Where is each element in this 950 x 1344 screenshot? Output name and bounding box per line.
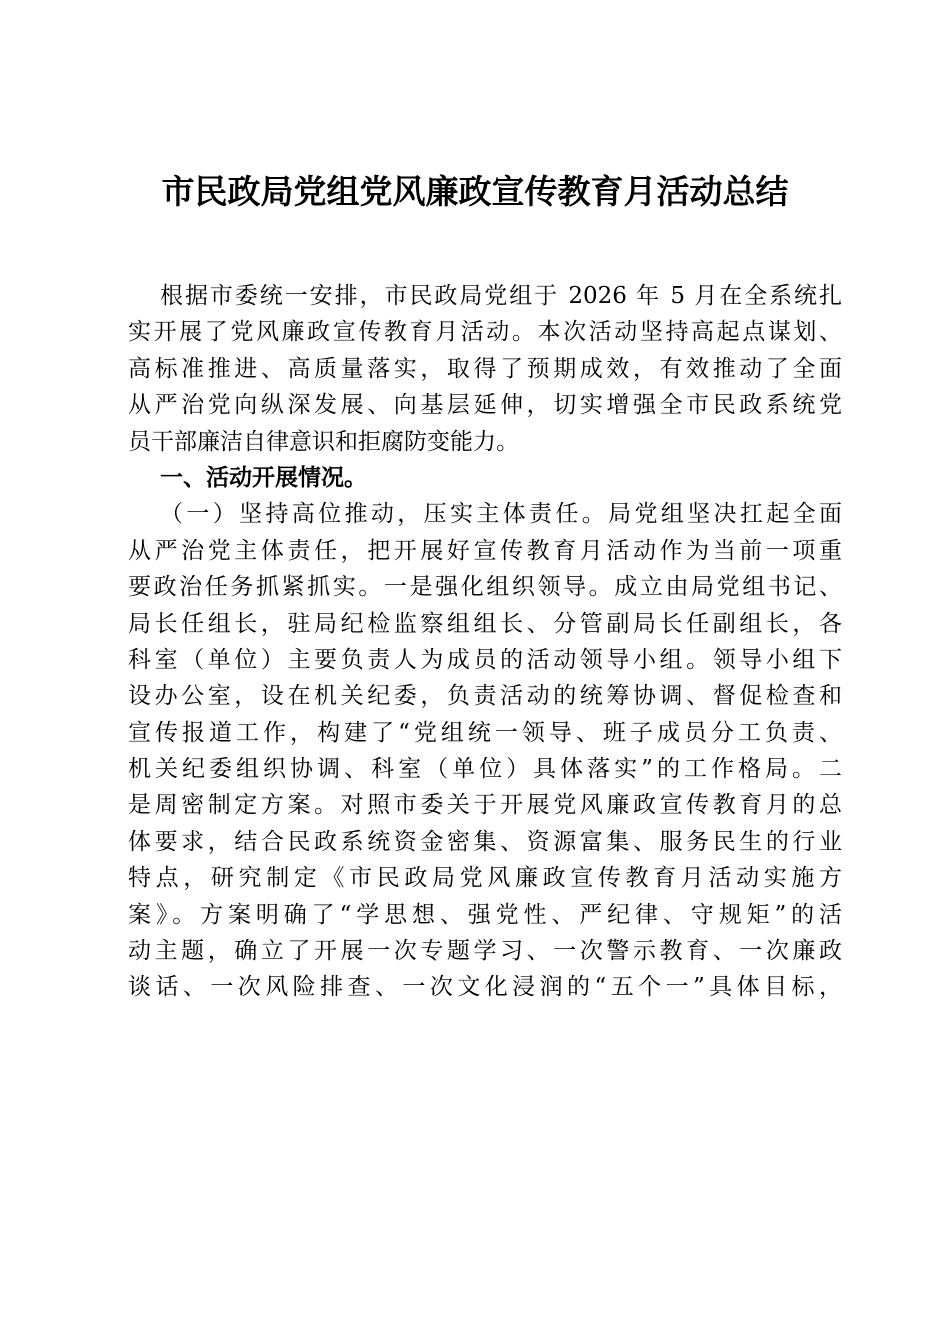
paragraph-line: 要政治任务抓紧抓实。一是强化组织领导。成立由局党组书记、: [128, 574, 842, 601]
paragraph-line: 从严治党向纵深发展、向基层延伸，切实增强全市民政系统党: [128, 392, 842, 419]
document-title: 市民政局党组党风廉政宣传教育月活动总结: [161, 172, 789, 211]
paragraph-line: （一）坚持高位推动，压实主体责任。局党组坚决扛起全面: [160, 501, 842, 528]
paragraph-line: 特点，研究制定《市民政局党风廉政宣传教育月活动实施方: [128, 865, 842, 892]
paragraph-line: 机关纪委组织协调、科室（单位）具体落实”的工作格局。二: [128, 756, 842, 783]
paragraph-line: 动主题，确立了开展一次专题学习、一次警示教育、一次廉政: [128, 938, 842, 965]
paragraph-line: 宣传报道工作，构建了“党组统一领导、班子成员分工负责、: [128, 719, 842, 746]
paragraph-line: 科室（单位）主要负责人为成员的活动领导小组。领导小组下: [128, 646, 842, 673]
paragraph-line: 是周密制定方案。对照市委关于开展党风廉政宣传教育月的总: [128, 792, 842, 819]
paragraph-line: 案》。方案明确了“学思想、强党性、严纪律、守规矩”的活: [128, 901, 842, 928]
paragraph-line: 从严治党主体责任，把开展好宣传教育月活动作为当前一项重: [128, 537, 842, 564]
paragraph-line: 根据市委统一安排，市民政局党组于 2026 年 5 月在全系统扎: [160, 283, 842, 309]
paragraph-line: 高标准推进、高质量落实，取得了预期成效，有效推动了全面: [128, 355, 842, 382]
document-body: [128, 278, 842, 1006]
paragraph-line: 员干部廉洁自律意识和拒腐防变能力。: [128, 428, 519, 455]
paragraph-line: 局长任组长，驻局纪检监察组组长、分管副局长任副组长，各: [128, 610, 842, 637]
paragraph-line: 设办公室，设在机关纪委，负责活动的统筹协调、督促检查和: [128, 683, 842, 710]
paragraph-line: 实开展了党风廉政宣传教育月活动。本次活动坚持高起点谋划、: [128, 319, 842, 346]
paragraph-line: 体要求，结合民政系统资金密集、资源富集、服务民生的行业: [128, 828, 842, 855]
paragraph-line: 谈话、一次风险排查、一次文化浸润的“五个一”具体目标，: [128, 974, 842, 1001]
section-heading: 一、活动开展情况。: [160, 464, 367, 491]
